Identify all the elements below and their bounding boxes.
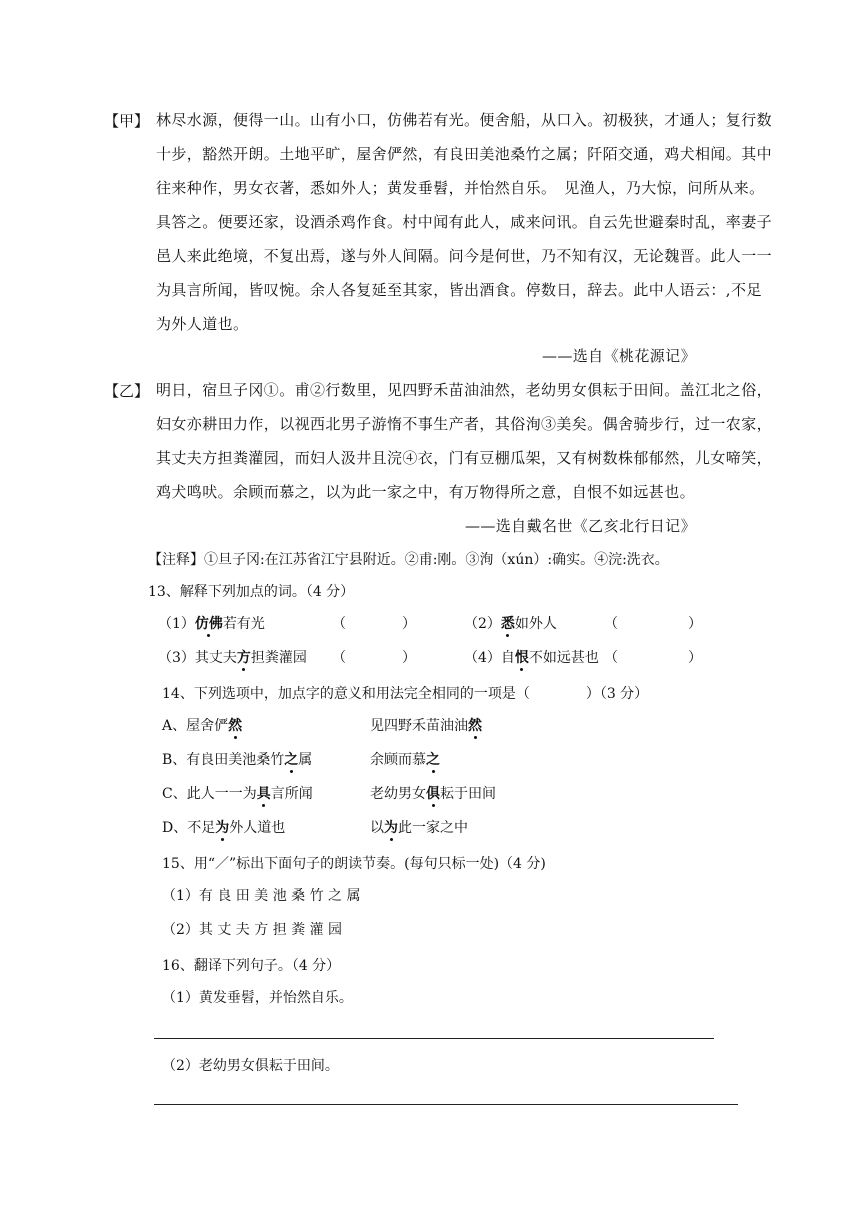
option-text: 言所闻 [270,786,313,802]
q13-item-2 [464,614,557,634]
passage-a-line: 为外人道也。 [156,315,249,333]
passage-a-line: 十步，豁然开朗。土地平旷，屋舍俨然，有良田美池桑竹之属；阡陌交通，鸡犬相闻。其中 [156,145,773,163]
answer-line[interactable] [154,1038,714,1039]
q14-option-c-left[interactable] [162,784,313,804]
option-text: 属 [298,752,313,768]
option-text: B、有良田美池桑竹 [162,752,285,768]
dotted-word: 恨 [514,650,529,666]
q13-item-4 [464,648,599,668]
option-text: 以 [370,820,384,836]
item-number: （1） [158,616,195,632]
dotted-char: 然 [468,718,482,734]
dotted-char: 为 [215,820,230,836]
q14-option-d-left[interactable] [162,818,285,838]
dotted-char: 之 [426,752,440,768]
question-15-title: 15、用“／”标出下面句子的朗读节奏。(每句只标一处)（4 分) [162,856,546,872]
passage-a-line: 为具言所闻，皆叹惋。余人各复延至其家，皆出酒食。停数日，辞去。此中人语云：,不足 [156,281,762,299]
dotted-word: 悉 [500,616,515,632]
passage-a-line: 邑人来此绝境，不复出焉，遂与外人间隔。问今是何世，乃不知有汉，无论魏晋。此人一一 [156,247,773,265]
question-14-title: 14、下列选项中，加点字的意义和用法完全相同的一项是（ ）（3 分） [162,686,649,702]
option-text: 见四野禾苗油油 [370,718,468,734]
dotted-word: 仿佛 [194,616,223,632]
dotted-char: 然 [228,718,243,734]
q14-option-a-right [370,716,482,736]
item-text: 如外人 [514,616,557,632]
q15-item-1[interactable]: （1）有 良 田 美 池 桑 竹 之 属 [162,888,361,904]
passage-b-line: 其丈夫方担粪灌园，而妇人汲井且浣④衣，门有豆棚瓜架，又有树数株郁郁然，儿女啼笑， [156,449,773,467]
item-number: （2） [464,616,501,632]
dotted-char: 具 [256,786,271,802]
option-text: 余顾而慕 [370,752,426,768]
passage-b-line: 明日，宿旦子冈①。甫②行数里，见四野禾苗油油然，老幼男女俱耘于田间。盖江北之俗， [156,381,773,399]
q16-item-2: （2）老幼男女俱耘于田间。 [162,1058,339,1074]
option-text: 耘于田间 [440,786,496,802]
answer-blank[interactable]: （ ） [604,616,702,632]
passage-a-source: ——选自《桃花源记》 [541,347,696,365]
item-text: 其丈夫 [194,650,237,666]
option-text: 此一家之中 [398,820,468,836]
option-text: C、此人一一为 [162,786,257,802]
option-text: 老幼男女 [370,786,426,802]
q14-option-b-right [370,750,440,770]
answer-blank[interactable]: （ ） [332,616,416,632]
passage-b-label: 【乙】 [104,382,150,400]
item-text: 担粪灌园 [250,650,307,666]
question-16-title: 16、翻译下列句子。（4 分） [162,958,341,974]
item-text: 自 [500,650,515,666]
q14-option-c-right [370,784,496,804]
item-number: （3） [158,650,195,666]
q16-item-1: （1）黄发垂髫，并怡然自乐。 [162,990,353,1006]
question-13-title: 13、解释下列加点的词。（4 分） [148,584,355,600]
dotted-char: 为 [384,820,398,836]
q15-item-2[interactable]: （2）其 丈 夫 方 担 粪 灌 园 [162,922,343,938]
q14-option-b-left[interactable] [162,750,312,770]
dotted-char: 俱 [426,786,440,802]
passage-a-label: 【甲】 [104,112,150,130]
option-text: D、不足 [162,820,216,836]
dotted-char: 之 [284,752,299,768]
item-text: 不如远甚也 [528,650,599,666]
item-number: （4） [464,650,501,666]
answer-blank[interactable]: （ ） [332,650,416,666]
passage-b-line: 妇女亦耕田力作，以视西北男子游惰不事生产者，其俗洵③美矣。偶舍骑步行，过一农家， [156,415,773,433]
dotted-word: 方 [236,650,251,666]
passage-a-line: 具答之。便要还家，设酒杀鸡作食。村中闻有此人，咸来问讯。自云先世避秦时乱，率妻子 [156,213,773,231]
passage-a-line: 林尽水源，便得一山。山有小口，仿佛若有光。便舍船，从口入。初极狭，才通人；复行数 [156,111,773,129]
option-text: 外人道也 [229,820,286,836]
passage-a-line: 往来种作，男女衣著，悉如外人；黄发垂髫，并怡然自乐。 见渔人，乃大惊，问所从来。 [156,179,765,197]
annotation-note: 【注释】①旦子冈:在江苏省江宁县附近。②甫:刚。③洵（xún）:确实。④浣:洗衣。 [148,552,669,568]
item-text: 若有光 [222,616,265,632]
q13-item-3 [158,648,307,668]
passage-b-source: ——选自戴名世《乙亥北行日记》 [464,517,696,535]
q13-item-1 [158,614,265,634]
answer-blank[interactable]: （ ） [604,650,702,666]
q14-option-a-left[interactable] [162,716,242,736]
q14-option-d-right [370,818,468,838]
option-text: A、屋舍俨 [162,718,229,734]
answer-line[interactable] [154,1104,738,1105]
passage-b-line: 鸡犬鸣吠。余顾而慕之，以为此一家之中，有万物得所之意，自恨不如远甚也。 [156,483,696,501]
